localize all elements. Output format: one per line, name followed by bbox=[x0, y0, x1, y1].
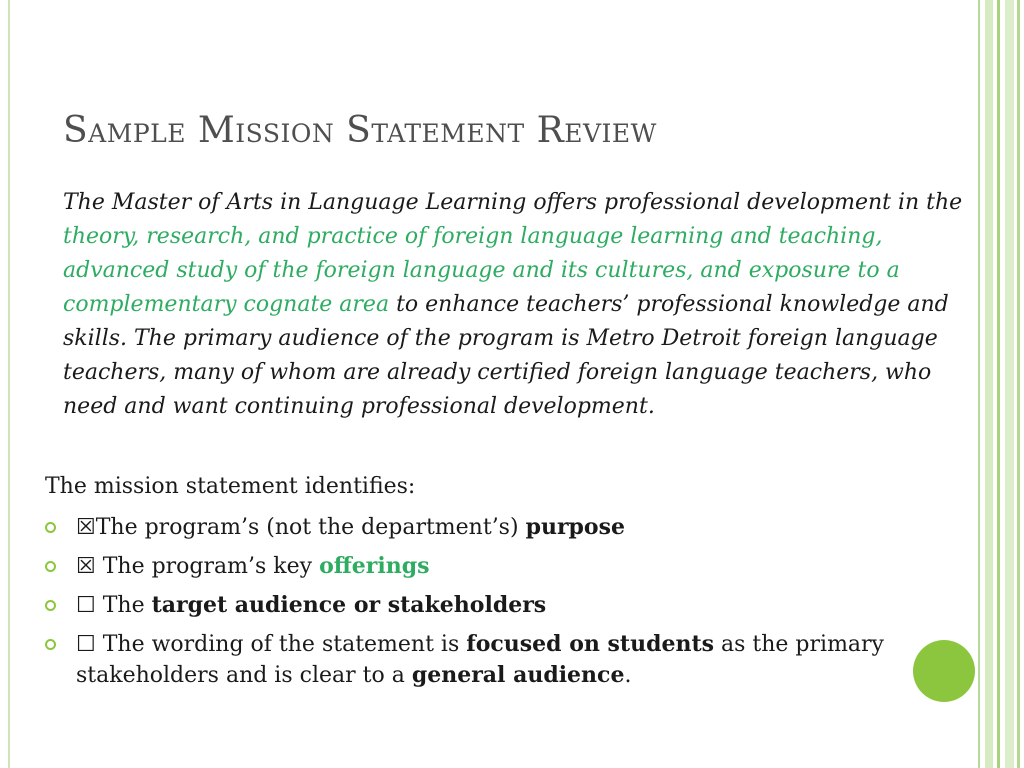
checkbox-empty-icon: ☐ bbox=[76, 593, 96, 618]
mission-statement bbox=[63, 186, 981, 424]
checklist-item-strong: offerings bbox=[319, 553, 430, 579]
checklist-item-text: The wording of the statement is bbox=[95, 632, 467, 657]
mission-text-part2: to enhance teachers’ professional knowledge and skills. The primary audience of the program is Metro Detroit foreign language teachers, many of whom are already certified foreign language teachers, who need and want continuing professional development. bbox=[63, 292, 949, 419]
checkbox-checked-icon: ☒ bbox=[76, 515, 96, 540]
checklist-item-strong: target audience or stakeholders bbox=[151, 592, 547, 618]
checklist-item-audience bbox=[45, 590, 925, 621]
bullet-circle-icon bbox=[45, 600, 56, 611]
right-stripe bbox=[1017, 0, 1020, 768]
bullet-circle-icon bbox=[45, 522, 56, 533]
checklist-item-purpose bbox=[45, 512, 925, 543]
checklist-item-strong: focused on students bbox=[466, 631, 715, 657]
checkbox-checked-icon: ☒ bbox=[76, 554, 96, 579]
mission-highlight: theory, research, and practice of foreign language learning and teaching, advanced study of the foreign language and its cultures, and exposure to a complementary cognate area bbox=[63, 224, 900, 317]
checkbox-empty-icon: ☐ bbox=[76, 632, 96, 657]
checklist-item-text: The program’s (not the department’s) bbox=[95, 515, 526, 540]
left-border-line bbox=[8, 0, 10, 768]
mission-text-part1: The Master of Arts in Language Learning offers professional development in the bbox=[63, 190, 963, 215]
checklist-item-text: The bbox=[95, 593, 152, 618]
checklist-item-text: The program’s key bbox=[95, 554, 320, 579]
checklist-item-end: . bbox=[624, 663, 632, 688]
checklist-item-wording bbox=[45, 629, 925, 691]
right-stripe bbox=[997, 0, 1000, 768]
bullet-circle-icon bbox=[45, 639, 56, 650]
checklist-item-text-2: as the primary stakeholders and is clear to a bbox=[76, 632, 884, 688]
identifies-label: The mission statement identifies: bbox=[45, 474, 416, 499]
bullet-circle-icon bbox=[45, 561, 56, 572]
slide-title: Sample Mission Statement Review bbox=[63, 110, 657, 151]
right-stripe bbox=[985, 0, 993, 768]
decorative-green-circle bbox=[913, 640, 975, 702]
checklist-item-strong: purpose bbox=[525, 514, 625, 540]
checklist-item-offerings bbox=[45, 551, 925, 582]
checklist bbox=[45, 512, 925, 699]
right-stripe bbox=[1005, 0, 1014, 768]
checklist-item-strong-2: general audience bbox=[411, 662, 625, 688]
